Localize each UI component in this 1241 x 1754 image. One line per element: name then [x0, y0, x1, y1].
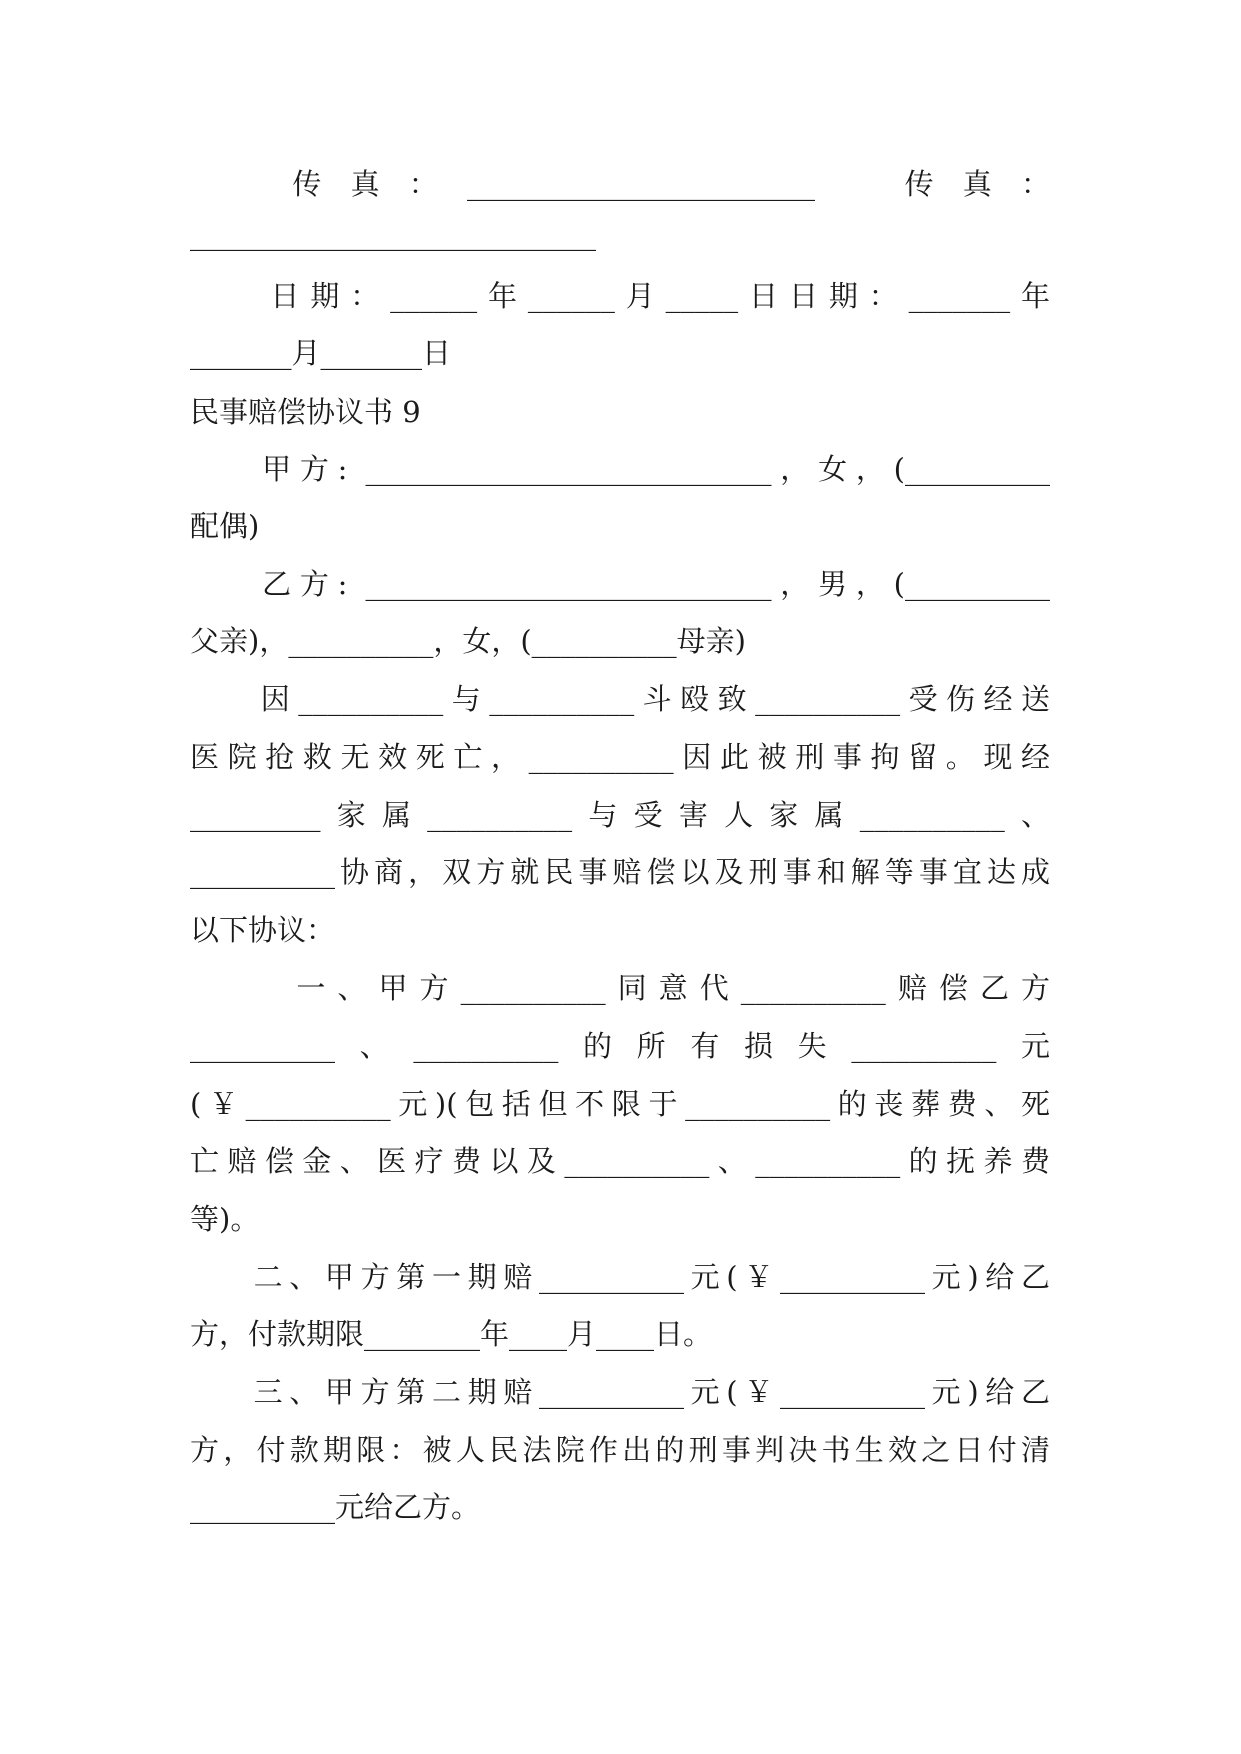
clause-1-line: 等)。 [190, 1202, 260, 1236]
clause-1-line: (￥__________元)(包括但不限于__________的丧葬费、死 [190, 1087, 1050, 1121]
clause-1-line: 一、甲方__________同意代__________赔偿乙方 [190, 971, 1050, 1005]
clause-3-line: 三、甲方第二期赔__________元(￥__________元)给乙 [190, 1375, 1050, 1409]
fax-line-continued: ____________________________ [190, 217, 596, 251]
clause-2-line: 二、甲方第一期赔__________元(￥__________元)给乙 [190, 1260, 1050, 1294]
clause-3-line: __________元给乙方。 [190, 1490, 481, 1524]
party-a-line-continued: 配偶) [190, 509, 260, 543]
party-a-line: 甲方: ____________________________，女，(__________ [190, 452, 1050, 486]
party-b-line-continued: 父亲)，__________，女，(__________母亲) [190, 624, 746, 658]
paragraph-line: __________协商，双方就民事赔偿以及刑事和解等事宜达成 [190, 855, 1050, 889]
party-b-line: 乙方: ____________________________，男，(__________ [190, 567, 1050, 601]
paragraph-line: _________家属__________与受害人家属__________、 [190, 798, 1050, 832]
paragraph-line: 以下协议： [190, 913, 336, 947]
date-line-continued: _______月_______日 [190, 336, 452, 370]
paragraph-line: 因__________与__________斗殴致__________受伤经送 [190, 682, 1050, 716]
document-title: 民事赔偿协议书 9 [190, 395, 421, 429]
fax-line: 传 真 ： ________________________ 传 真 ： [190, 167, 1050, 201]
clause-3-line: 方，付款期限：被人民法院作出的刑事判决书生效之日付清 [190, 1433, 1050, 1467]
date-line: 日期：______年______月_____日日期：_______年 [190, 279, 1050, 313]
clause-1-line: 亡赔偿金、医疗费以及__________、__________的抚养费 [190, 1144, 1050, 1178]
clause-2-line: 方，付款期限________年____月____日。 [190, 1317, 713, 1351]
clause-1-line: __________、__________的所有损失__________元 [190, 1029, 1050, 1063]
paragraph-line: 医院抢救无效死亡，__________因此被刑事拘留。现经 [190, 740, 1050, 774]
